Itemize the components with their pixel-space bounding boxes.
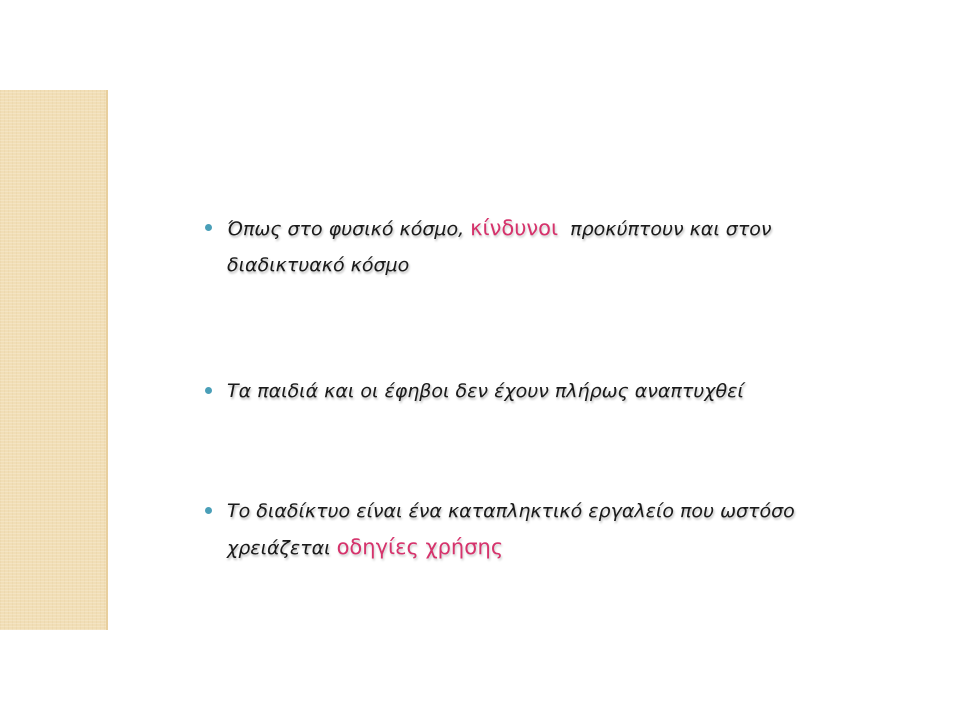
bullet-text — [227, 363, 744, 409]
highlight-phrase: οδηγίες χρήσης — [336, 535, 504, 559]
bullet-text-segment: Όπως στο φυσικό κόσμο, — [227, 218, 471, 240]
bullet-text-segment: χρειάζεται — [227, 537, 337, 559]
bullet-text-segment: Τα παιδιά και οι έφηβοι δεν έχουν πλήρως αναπτυχθεί — [227, 380, 744, 402]
decorative-side-band — [0, 90, 108, 630]
bullet-text — [227, 200, 772, 283]
bullet-dot-icon — [205, 387, 212, 394]
bullet-item-dangers — [200, 200, 820, 283]
highlight-word: κίνδυνοι — [470, 216, 559, 240]
bullet-text-segment: διαδικτυακό κόσμο — [227, 254, 410, 276]
bullet-item-children — [200, 363, 820, 409]
bullet-text-segment: προκύπτουν και στον — [558, 218, 772, 240]
bullet-text-segment: Το διαδίκτυο είναι ένα καταπληκτικό εργαλείο που ωστόσο — [227, 500, 795, 522]
bullet-dot-icon — [205, 224, 212, 231]
bullet-text — [227, 483, 795, 566]
bullet-dot-icon — [205, 507, 212, 514]
bullet-item-internet-tool — [200, 483, 820, 566]
